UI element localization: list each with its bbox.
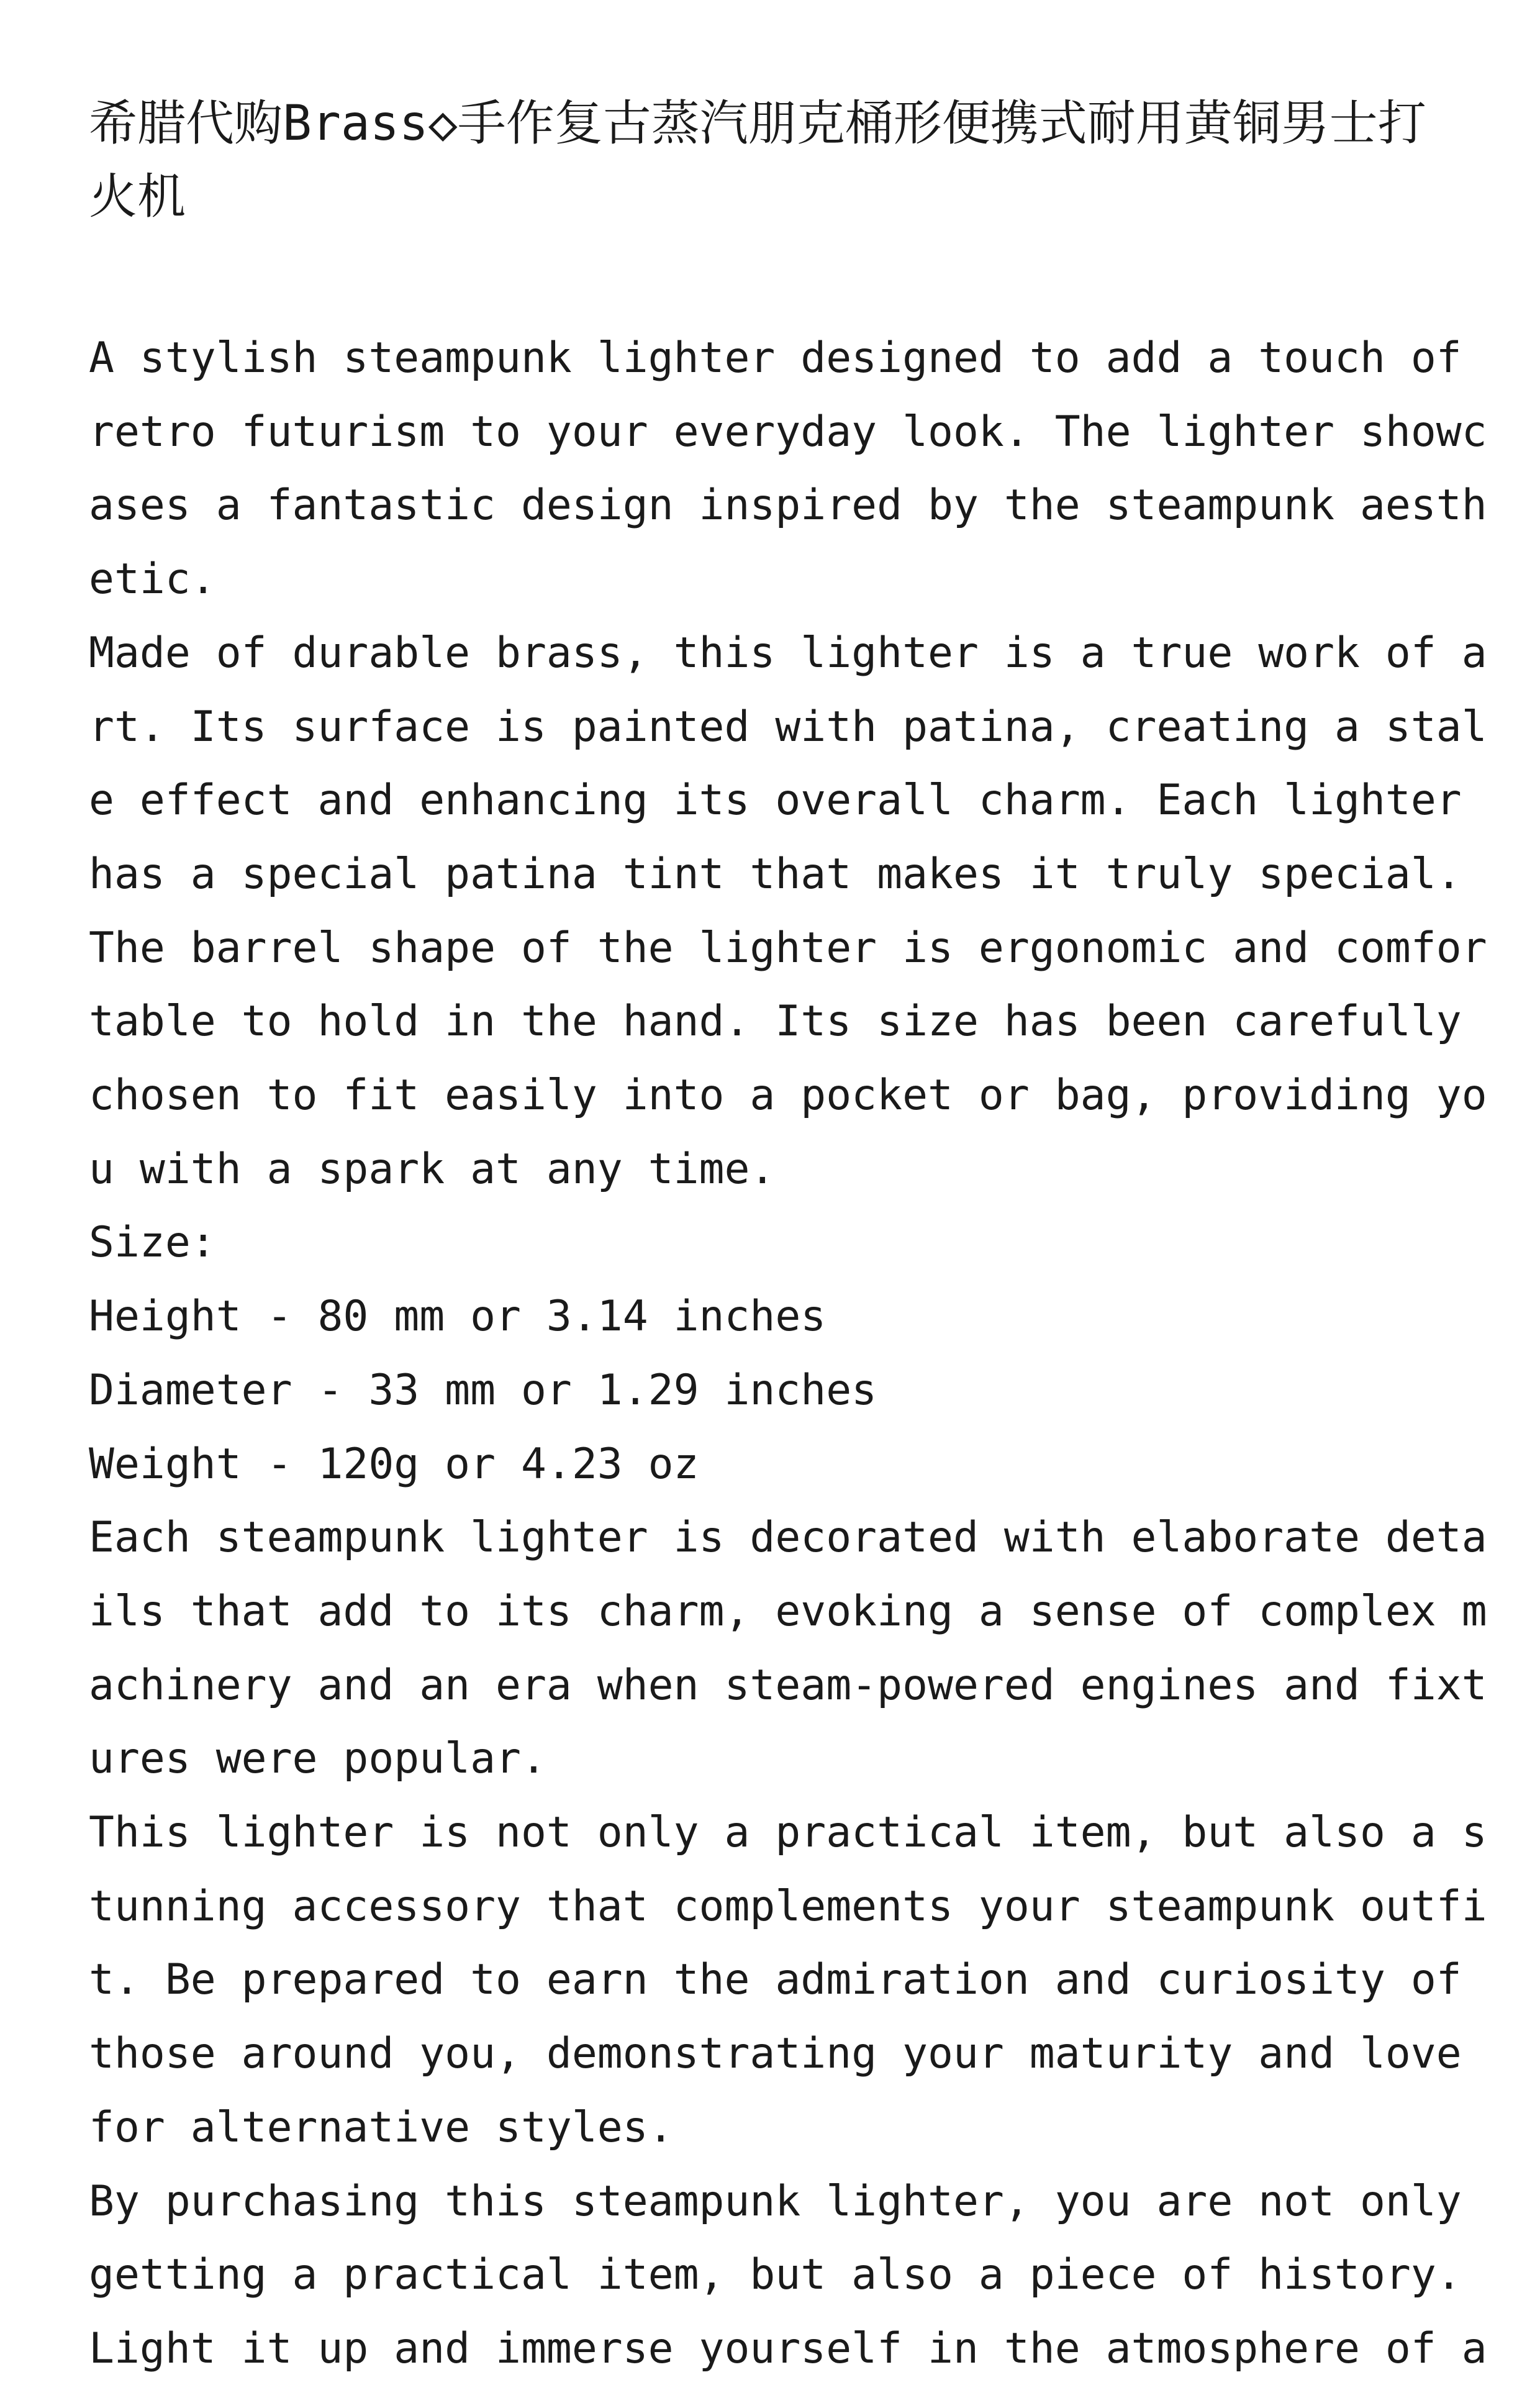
- description-line: Each steampunk lighter is decorated with elaborate deta: [89, 1513, 1487, 1563]
- description-line: etic.: [89, 555, 216, 604]
- description-line: t. Be prepared to earn the admiration and curiosity of: [89, 1955, 1462, 2005]
- description-line: rt. Its surface is painted with patina, creating a stal: [89, 702, 1487, 752]
- description-line: has a special patina tint that makes it truly special.: [89, 849, 1462, 899]
- description-line: achinery and an era when steam-powered engines and fixt: [89, 1660, 1487, 1710]
- description-line: Light it up and immerse yourself in the atmosphere of a: [89, 2324, 1487, 2373]
- size-weight: Weight - 120g or 4.23 oz: [89, 1439, 699, 1489]
- description-line: u with a spark at any time.: [89, 1144, 776, 1194]
- description-line: getting a practical item, but also a piece of history.: [89, 2250, 1462, 2300]
- description-line: A stylish steampunk lighter designed to add a touch of: [89, 334, 1462, 383]
- description-line: Made of durable brass, this lighter is a true work of a: [89, 628, 1487, 678]
- product-title: 希腊代购Brass◇手作复古蒸汽朋克桶形便携式耐用黄铜男士打火机: [89, 96, 1426, 225]
- description-line: ils that add to its charm, evoking a sense of complex m: [89, 1586, 1487, 1636]
- description-line: table to hold in the hand. Its size has been carefully: [89, 997, 1462, 1047]
- description-line: for alternative styles.: [89, 2102, 674, 2152]
- description-line: chosen to fit easily into a pocket or bag, providing yo: [89, 1071, 1487, 1120]
- description-line: retro futurism to your everyday look. The lighter showc: [89, 407, 1487, 457]
- product-description: [89, 322, 1487, 2385]
- description-line: ases a fantastic design inspired by the steampunk aesth: [89, 481, 1487, 530]
- size-height: Height - 80 mm or 3.14 inches: [89, 1292, 827, 1342]
- description-line: ures were popular.: [89, 1734, 546, 1784]
- description-line: The barrel shape of the lighter is ergonomic and comfor: [89, 923, 1487, 973]
- description-line: By purchasing this steampunk lighter, you are not only: [89, 2176, 1462, 2226]
- size-diameter: Diameter - 33 mm or 1.29 inches: [89, 1365, 877, 1415]
- size-heading: Size:: [89, 1218, 216, 1268]
- description-line: e effect and enhancing its overall charm. Each lighter: [89, 776, 1462, 825]
- description-line: tunning accessory that complements your steampunk outfi: [89, 1881, 1487, 1931]
- description-line: those around you, demonstrating your maturity and love: [89, 2029, 1462, 2079]
- description-line: This lighter is not only a practical item, but also a s: [89, 1808, 1487, 1858]
